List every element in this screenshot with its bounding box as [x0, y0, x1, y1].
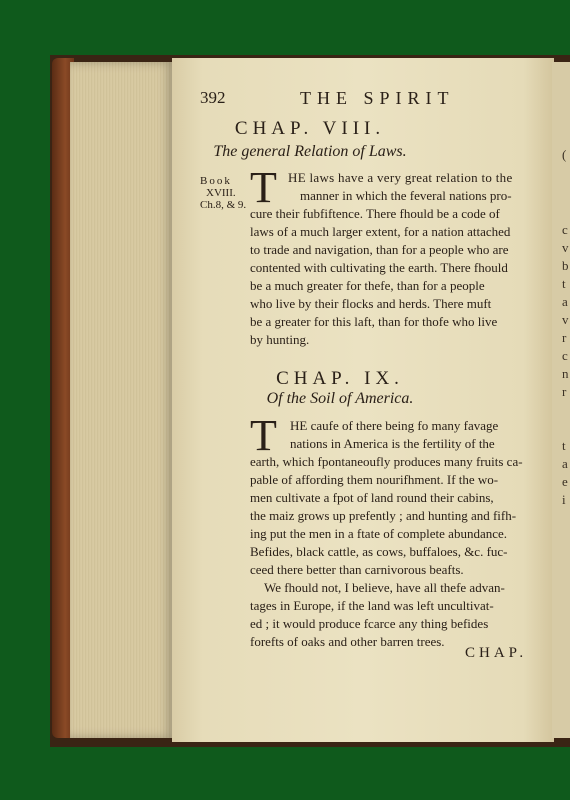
text-line: ceed there better than carnivorous beafts.	[250, 562, 464, 577]
chapter-heading: CHAP. VIII.	[234, 118, 386, 139]
text-line: laws of a much larger extent, for a nation attached	[250, 224, 511, 239]
text-line: earth, which fpontaneoufly produces many fruits ca-	[250, 454, 523, 469]
text-line: ing put the men in a ftate of complete abundance.	[250, 526, 508, 541]
page-edges	[70, 62, 174, 738]
text-line: nations in America is the fertility of the	[290, 436, 495, 451]
facing-letter: v	[562, 240, 569, 255]
text-line: forefts of oaks and other barren trees.	[250, 634, 445, 649]
text-line: to trade and navigation, than for a people who are	[250, 242, 509, 257]
side-note-line: Book	[200, 175, 232, 187]
text-line: who live by their flocks and herds. There muft	[250, 296, 492, 311]
text-line: pable of affording them nourifhment. If the wo-	[250, 472, 499, 487]
facing-letter: n	[562, 366, 569, 381]
catchword: CHAP.	[465, 645, 528, 661]
facing-letter: t	[562, 438, 566, 453]
side-note-line: XVIII.	[206, 187, 236, 199]
facing-page	[552, 62, 570, 738]
text-line: contented with cultivating the earth. There fhould	[250, 260, 508, 275]
side-note	[200, 175, 246, 211]
text-line: be a greater for this laft, than for thofe who live	[250, 314, 498, 329]
text-line: Befides, black cattle, as cows, buffaloes, &c. fuc-	[250, 544, 508, 559]
text-line: cure their fubfiftence. There fhould be a code of	[250, 206, 500, 221]
text-line: be a much greater for thefe, than for a people	[250, 278, 485, 293]
text-line: HE laws have a very great relation to the	[288, 170, 513, 185]
text-line: men cultivate a fpot of land round their cabins,	[250, 490, 494, 505]
facing-letter: (	[562, 147, 567, 162]
chapter-subtitle: The general Relation of Laws.	[213, 143, 407, 160]
text-line: HE caufe of there being fo many favage	[290, 418, 499, 433]
facing-letter: a	[562, 294, 568, 309]
chapter-subtitle: Of the Soil of America.	[266, 390, 414, 407]
side-note-line: Ch.8, & 9.	[200, 199, 247, 211]
facing-letter: b	[562, 258, 569, 273]
text-line: We fhould not, I believe, have all thefe advan-	[264, 580, 505, 595]
drop-cap: T	[250, 411, 277, 460]
facing-letter: v	[562, 312, 569, 327]
text-line: manner in which the feveral nations pro-	[300, 188, 512, 203]
facing-letter: c	[562, 222, 568, 237]
text-line: the maiz grows up prefently ; and hunting and fifh-	[250, 508, 517, 523]
facing-letter: a	[562, 456, 568, 471]
facing-letter: r	[562, 330, 567, 345]
facing-letter: e	[562, 474, 568, 489]
facing-letter: c	[562, 348, 568, 363]
facing-letter: r	[562, 384, 567, 399]
chapter-heading: CHAP. IX.	[276, 368, 404, 389]
text-line: ed ; it would produce fcarce any thing befides	[250, 616, 489, 631]
facing-letter: i	[562, 492, 566, 507]
drop-cap: T	[250, 163, 277, 212]
running-head: THE SPIRIT	[300, 88, 455, 108]
text-line: by hunting.	[250, 332, 310, 347]
facing-letter: t	[562, 276, 566, 291]
text-line: tages in Europe, if the land was left uncultivat-	[250, 598, 494, 613]
page-number: 392	[200, 88, 226, 107]
